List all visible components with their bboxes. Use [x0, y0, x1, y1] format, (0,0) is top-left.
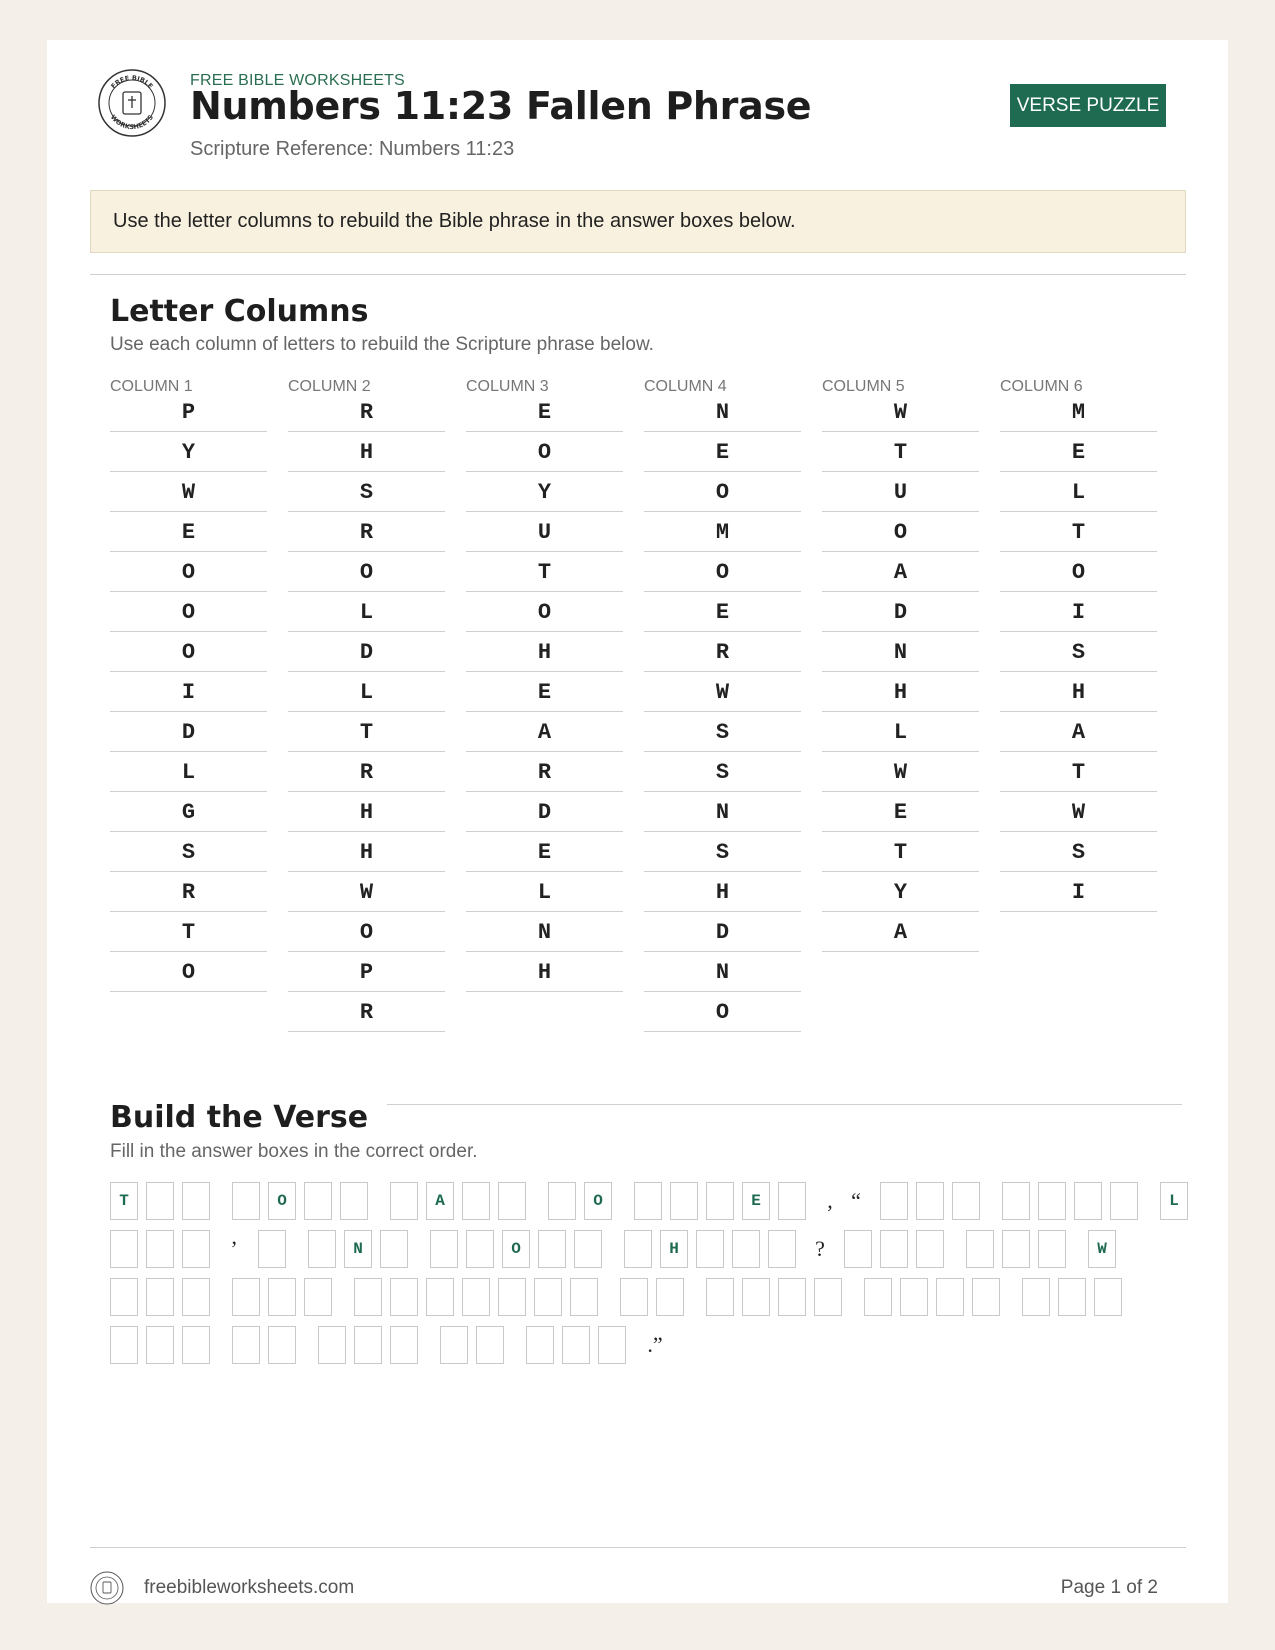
column-letter: R	[288, 992, 445, 1032]
answer-box[interactable]	[548, 1182, 576, 1220]
column-letter: S	[1000, 632, 1157, 672]
answer-box[interactable]	[354, 1326, 382, 1364]
instructions-box	[90, 190, 1186, 253]
answer-box[interactable]	[624, 1230, 652, 1268]
answer-box[interactable]	[620, 1278, 648, 1316]
answer-box[interactable]	[916, 1230, 944, 1268]
column-letter: Y	[110, 432, 267, 472]
answer-box[interactable]	[232, 1326, 260, 1364]
answer-box[interactable]: N	[344, 1230, 372, 1268]
column-letter: L	[822, 712, 979, 752]
answer-box[interactable]	[900, 1278, 928, 1316]
worksheet-page	[47, 40, 1228, 1603]
answer-box[interactable]	[390, 1278, 418, 1316]
column-letter: E	[1000, 432, 1157, 472]
answer-box[interactable]	[880, 1182, 908, 1220]
column-letter: O	[288, 552, 445, 592]
answer-box[interactable]	[440, 1326, 468, 1364]
column-letter: N	[644, 952, 801, 992]
column-letter: H	[288, 792, 445, 832]
answer-box[interactable]	[1038, 1230, 1066, 1268]
column-letter: H	[822, 672, 979, 712]
column-letter: O	[822, 512, 979, 552]
column-letter: N	[644, 792, 801, 832]
column-letter: T	[288, 712, 445, 752]
column-letter: H	[1000, 672, 1157, 712]
column-letter: D	[822, 592, 979, 632]
answer-box[interactable]	[268, 1278, 296, 1316]
column-letter: N	[644, 392, 801, 432]
answer-box[interactable]	[916, 1182, 944, 1220]
answer-box[interactable]	[864, 1278, 892, 1316]
answer-box[interactable]	[1094, 1278, 1122, 1316]
column-letter: N	[822, 632, 979, 672]
answer-box[interactable]	[182, 1182, 210, 1220]
footer-logo-icon	[90, 1571, 124, 1605]
answer-box[interactable]	[598, 1326, 626, 1364]
column-letter: W	[822, 752, 979, 792]
answer-box[interactable]	[1022, 1278, 1050, 1316]
answer-box[interactable]	[706, 1278, 734, 1316]
answer-box[interactable]	[146, 1278, 174, 1316]
column-letter: S	[1000, 832, 1157, 872]
column-letter: O	[288, 912, 445, 952]
column-letter: T	[1000, 512, 1157, 552]
column-letter: O	[110, 552, 267, 592]
column-letter: W	[1000, 792, 1157, 832]
answer-box[interactable]	[304, 1278, 332, 1316]
answer-box[interactable]	[146, 1326, 174, 1364]
column-letter: O	[466, 432, 623, 472]
answer-box[interactable]	[430, 1230, 458, 1268]
column-letter: O	[110, 592, 267, 632]
answer-box[interactable]	[562, 1326, 590, 1364]
column-letter: E	[466, 392, 623, 432]
column-letter: A	[822, 912, 979, 952]
column-letter: E	[644, 592, 801, 632]
answer-box[interactable]	[634, 1182, 662, 1220]
answer-box[interactable]	[1038, 1182, 1066, 1220]
column-letter: D	[466, 792, 623, 832]
answer-box[interactable]	[258, 1230, 286, 1268]
column-letter: R	[644, 632, 801, 672]
column-header: COLUMN 2	[288, 378, 371, 395]
divider	[90, 274, 1186, 275]
column-letter: L	[288, 592, 445, 632]
column-letter: P	[288, 952, 445, 992]
answer-box[interactable]	[304, 1182, 332, 1220]
answer-box[interactable]	[526, 1326, 554, 1364]
column-letter: G	[110, 792, 267, 832]
answer-box[interactable]	[1110, 1182, 1138, 1220]
answer-box[interactable]	[732, 1230, 760, 1268]
answer-box[interactable]	[232, 1182, 260, 1220]
brand-name: FREE BIBLE WORKSHEETS	[190, 72, 405, 89]
answer-box[interactable]	[462, 1182, 490, 1220]
column-letter: D	[110, 712, 267, 752]
answer-box[interactable]	[814, 1278, 842, 1316]
column-letter: H	[288, 432, 445, 472]
column-letter: H	[466, 632, 623, 672]
answer-box[interactable]: O	[268, 1182, 296, 1220]
answer-box[interactable]	[466, 1230, 494, 1268]
answer-box[interactable]	[670, 1182, 698, 1220]
answer-box[interactable]	[340, 1182, 368, 1220]
column-letter: D	[288, 632, 445, 672]
answer-box[interactable]	[498, 1182, 526, 1220]
answer-box[interactable]: A	[426, 1182, 454, 1220]
column-letter: R	[288, 752, 445, 792]
column-letter: E	[466, 832, 623, 872]
answer-box[interactable]	[574, 1230, 602, 1268]
divider	[387, 1104, 1182, 1105]
column-letter: I	[110, 672, 267, 712]
build-verse-subtitle: Fill in the answer boxes in the correct order.	[110, 1141, 478, 1162]
column-letter: L	[288, 672, 445, 712]
answer-box[interactable]	[570, 1278, 598, 1316]
answer-box[interactable]	[182, 1326, 210, 1364]
column-letter: R	[466, 752, 623, 792]
letter-columns-subtitle: Use each column of letters to rebuild the Scripture phrase below.	[110, 334, 654, 355]
column-letter: I	[1000, 592, 1157, 632]
worksheet-logo-icon	[97, 68, 167, 138]
column-letter: W	[822, 392, 979, 432]
column-letter: T	[1000, 752, 1157, 792]
answer-box[interactable]: O	[502, 1230, 530, 1268]
column-header: COLUMN 1	[110, 378, 193, 395]
build-verse-title: Build the Verse	[110, 1100, 369, 1135]
answer-box[interactable]	[110, 1278, 138, 1316]
column-letter: W	[644, 672, 801, 712]
answer-box[interactable]	[390, 1182, 418, 1220]
footer-site-url: freebibleworksheets.com	[144, 1577, 355, 1598]
answer-box[interactable]	[706, 1182, 734, 1220]
column-letter: H	[466, 952, 623, 992]
column-letter: E	[644, 432, 801, 472]
column-letter: U	[466, 512, 623, 552]
answer-box[interactable]: T	[110, 1182, 138, 1220]
answer-box[interactable]	[462, 1278, 490, 1316]
answer-box[interactable]	[778, 1182, 806, 1220]
column-letter: O	[110, 952, 267, 992]
answer-box[interactable]	[972, 1278, 1000, 1316]
answer-box[interactable]: E	[742, 1182, 770, 1220]
svg-text:WORKSHEETS: WORKSHEETS	[108, 113, 156, 132]
answer-box[interactable]	[308, 1230, 336, 1268]
answer-box[interactable]	[936, 1278, 964, 1316]
column-letter: O	[644, 552, 801, 592]
footer-page-number: Page 1 of 2	[1060, 1577, 1158, 1598]
column-letter: A	[1000, 712, 1157, 752]
column-letter: H	[644, 872, 801, 912]
column-letter: E	[466, 672, 623, 712]
page-title: Numbers 11:23 Fallen Phrase	[190, 84, 812, 128]
answer-box[interactable]	[476, 1326, 504, 1364]
svg-text:FREE BIBLE: FREE BIBLE	[109, 73, 155, 91]
answer-box[interactable]	[182, 1230, 210, 1268]
column-letter: A	[822, 552, 979, 592]
column-letter: O	[110, 632, 267, 672]
column-letter: S	[288, 472, 445, 512]
answer-box[interactable]	[182, 1278, 210, 1316]
answer-box[interactable]	[426, 1278, 454, 1316]
answer-box[interactable]	[268, 1326, 296, 1364]
column-letter: R	[288, 392, 445, 432]
column-letter: O	[644, 472, 801, 512]
column-letter: S	[644, 752, 801, 792]
column-letter: T	[822, 432, 979, 472]
punctuation-mark: ?	[815, 1236, 825, 1261]
column-letter: N	[466, 912, 623, 952]
punctuation-mark: .”	[647, 1332, 663, 1357]
answer-box[interactable]	[354, 1278, 382, 1316]
answer-box[interactable]	[778, 1278, 806, 1316]
column-letter: L	[466, 872, 623, 912]
answer-box[interactable]: W	[1088, 1230, 1116, 1268]
column-header: COLUMN 6	[1000, 378, 1083, 395]
column-letter: T	[110, 912, 267, 952]
answer-box[interactable]	[146, 1182, 174, 1220]
answer-box[interactable]	[1074, 1182, 1102, 1220]
column-letter: I	[1000, 872, 1157, 912]
punctuation-mark: ’	[230, 1236, 238, 1261]
answer-box[interactable]	[656, 1278, 684, 1316]
column-letter: O	[1000, 552, 1157, 592]
column-letter: M	[1000, 392, 1157, 432]
answer-box[interactable]	[880, 1230, 908, 1268]
column-letter: T	[466, 552, 623, 592]
answer-box[interactable]	[146, 1230, 174, 1268]
column-letter: L	[1000, 472, 1157, 512]
column-letter: Y	[466, 472, 623, 512]
answer-box[interactable]	[534, 1278, 562, 1316]
column-header: COLUMN 3	[466, 378, 549, 395]
column-letter: S	[644, 712, 801, 752]
answer-box[interactable]: O	[584, 1182, 612, 1220]
footer-divider	[90, 1547, 1186, 1548]
column-letter: L	[110, 752, 267, 792]
punctuation-mark: ,	[827, 1188, 833, 1213]
answer-box[interactable]	[844, 1230, 872, 1268]
column-letter: W	[110, 472, 267, 512]
column-letter: T	[822, 832, 979, 872]
answer-box[interactable]	[966, 1230, 994, 1268]
column-letter: O	[644, 992, 801, 1032]
answer-box[interactable]	[1002, 1230, 1030, 1268]
answer-box[interactable]	[110, 1326, 138, 1364]
column-letter: M	[644, 512, 801, 552]
answer-box[interactable]	[498, 1278, 526, 1316]
answer-box[interactable]	[538, 1230, 566, 1268]
column-letter: E	[822, 792, 979, 832]
column-letter: U	[822, 472, 979, 512]
answer-box[interactable]	[696, 1230, 724, 1268]
answer-box[interactable]	[1058, 1278, 1086, 1316]
answer-box[interactable]	[110, 1230, 138, 1268]
answer-box[interactable]	[742, 1278, 770, 1316]
answer-box[interactable]	[1002, 1182, 1030, 1220]
column-header: COLUMN 4	[644, 378, 727, 395]
answer-box[interactable]	[952, 1182, 980, 1220]
letter-columns-title: Letter Columns	[110, 294, 369, 329]
punctuation-mark: “	[851, 1188, 861, 1213]
column-letter: H	[288, 832, 445, 872]
instructions-text: Use the letter columns to rebuild the Bible phrase in the answer boxes below.	[113, 210, 796, 232]
verse-puzzle-badge: VERSE PUZZLE	[1010, 84, 1166, 127]
answer-box[interactable]	[768, 1230, 796, 1268]
column-letter: D	[644, 912, 801, 952]
column-letter: A	[466, 712, 623, 752]
column-letter: R	[110, 872, 267, 912]
column-letter: R	[288, 512, 445, 552]
answer-box[interactable]	[232, 1278, 260, 1316]
column-letter: P	[110, 392, 267, 432]
answer-box[interactable]	[390, 1326, 418, 1364]
answer-box[interactable]: L	[1160, 1182, 1188, 1220]
column-letter: Y	[822, 872, 979, 912]
column-letter: W	[288, 872, 445, 912]
answer-box[interactable]	[380, 1230, 408, 1268]
column-letter: O	[466, 592, 623, 632]
column-letter: S	[644, 832, 801, 872]
scripture-reference: Scripture Reference: Numbers 11:23	[190, 138, 515, 160]
column-header: COLUMN 5	[822, 378, 905, 395]
column-letter: S	[110, 832, 267, 872]
column-letter: E	[110, 512, 267, 552]
answer-box[interactable]	[318, 1326, 346, 1364]
answer-box[interactable]: H	[660, 1230, 688, 1268]
